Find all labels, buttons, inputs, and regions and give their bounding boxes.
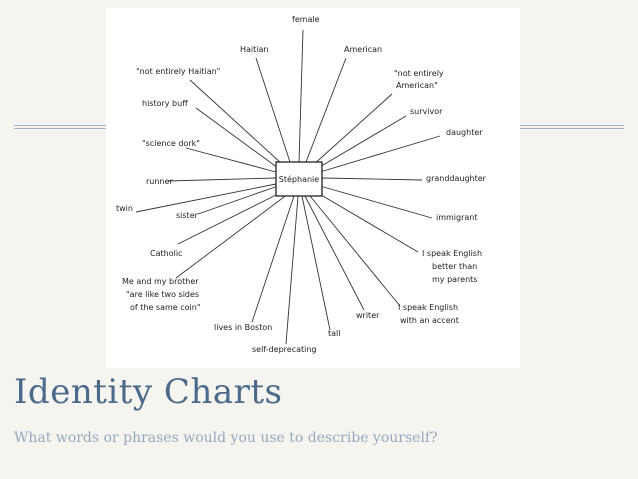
spoke-not-entirely-american bbox=[312, 94, 392, 166]
spoke-tall bbox=[302, 196, 330, 330]
spoke-runner bbox=[168, 178, 276, 181]
spoke-i-speak-english-accent bbox=[310, 196, 400, 306]
identity-chart-diagram bbox=[106, 8, 520, 368]
label-catholic: Catholic bbox=[150, 249, 183, 258]
label-twin: twin bbox=[116, 204, 133, 213]
spoke-not-entirely-haitian bbox=[190, 80, 282, 164]
label-not-entirely-haitian: "not entirely Haitian" bbox=[136, 67, 221, 76]
label-me-and-my-brother-2: "are like two sides bbox=[126, 290, 200, 299]
label-not-entirely-american-2: American" bbox=[396, 81, 438, 90]
label-lives-in-boston: lives in Boston bbox=[214, 323, 273, 332]
label-i-speak-english-accent-1: I speak English bbox=[398, 303, 459, 312]
spoke-history-buff bbox=[196, 108, 278, 168]
identity-chart-figure bbox=[106, 8, 520, 368]
label-me-and-my-brother-3: of the same coin" bbox=[130, 303, 201, 312]
slide-subtitle: What words or phrases would you use to describe yourself? bbox=[14, 430, 438, 446]
decorative-rule-left bbox=[14, 125, 106, 129]
label-female: female bbox=[292, 15, 320, 24]
spoke-american bbox=[306, 58, 346, 162]
label-i-speak-english-better-1: I speak English bbox=[422, 249, 483, 258]
label-self-deprecating: self-deprecating bbox=[252, 345, 317, 354]
spoke-science-dork bbox=[186, 148, 276, 172]
label-runner: runner bbox=[146, 177, 173, 186]
spoke-twin bbox=[136, 184, 276, 212]
spoke-female bbox=[299, 30, 303, 162]
label-i-speak-english-accent-2: with an accent bbox=[400, 316, 459, 325]
label-granddaughter: granddaughter bbox=[426, 174, 486, 183]
spoke-granddaughter bbox=[322, 178, 422, 180]
label-haitian: Haitian bbox=[240, 45, 269, 54]
spoke-immigrant bbox=[320, 186, 432, 218]
label-sister: sister bbox=[176, 211, 198, 220]
label-i-speak-english-better-2: better than bbox=[432, 262, 478, 271]
center-node bbox=[276, 162, 322, 196]
spoke-survivor bbox=[318, 116, 406, 168]
spoke-self-deprecating bbox=[286, 196, 298, 344]
spoke-lives-in-boston bbox=[252, 196, 294, 322]
label-writer: writer bbox=[356, 311, 380, 320]
decorative-rule-right bbox=[520, 125, 624, 129]
label-science-dork: "science dork" bbox=[142, 139, 200, 148]
label-history-buff: history buff bbox=[142, 99, 188, 108]
spoke-haitian bbox=[256, 58, 290, 162]
label-i-speak-english-better-3: my parents bbox=[432, 275, 478, 284]
label-not-entirely-american-1: "not entirely bbox=[394, 69, 444, 78]
label-survivor: survivor bbox=[410, 107, 443, 116]
spoke-daughter bbox=[320, 136, 440, 172]
label-me-and-my-brother-1: Me and my brother bbox=[122, 277, 199, 286]
label-daughter: daughter bbox=[446, 128, 483, 137]
label-immigrant: immigrant bbox=[436, 213, 478, 222]
label-american: American bbox=[344, 45, 383, 54]
label-tall: tall bbox=[328, 329, 341, 338]
slide-title: Identity Charts bbox=[14, 372, 283, 412]
center-label: Stéphanie bbox=[278, 175, 320, 184]
